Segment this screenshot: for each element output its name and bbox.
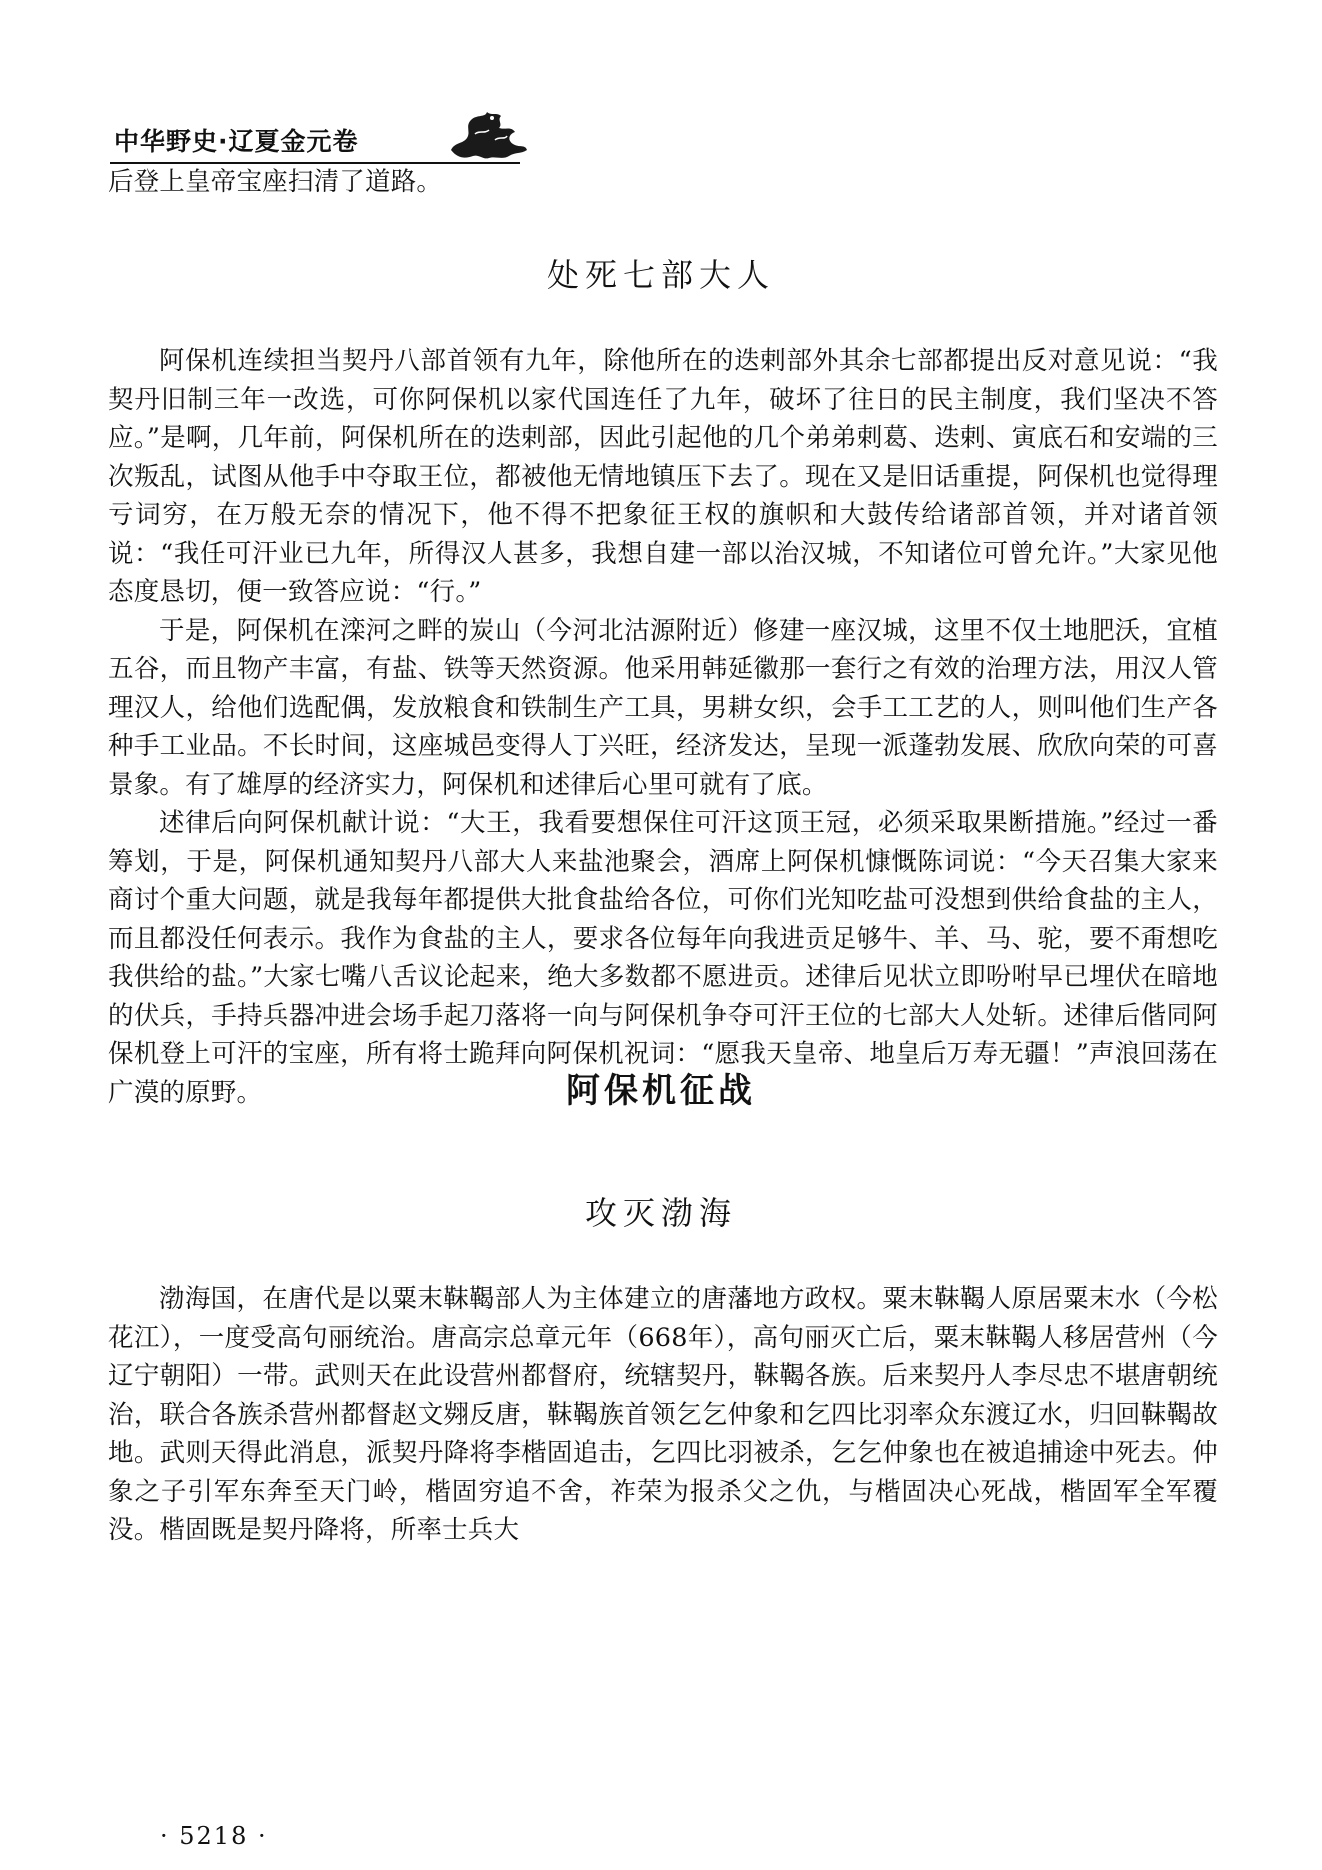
chapter-title: 阿保机征战: [566, 1071, 756, 1111]
opening-text: [108, 163, 1218, 202]
paragraph: 渤海国，在唐代是以粟末靺鞨部人为主体建立的唐藩地方政权。粟末靺鞨人原居粟末水（今松花江），一度受高句丽统治。唐高宗总章元年（668年），高句丽灭亡后，粟末靺鞨人移居营州（今辽宁朝阳）一带。武则天在此设营州都督府，统辖契丹，靺鞨各族。后来契丹人李尽忠不堪唐朝统治，联合各族杀营州都督赵文翙反唐，靺鞨族首领乞乞仲象和乞四比羽率众东渡辽水，归回靺鞨故地。武则天得此消息，派契丹降将李楷固追击，乞四比羽被杀，乞乞仲象也在被追捕途中死去。仲象之子引军东奔至天门岭，楷固穷追不舍，祚荣为报杀父之仇，与楷固决心死战，楷固军全军覆没。楷固既是契丹降将，所率士兵大: [108, 1284, 1218, 1545]
series-title: 中华野史·辽夏金元卷: [114, 127, 359, 156]
paragraph: 阿保机连续担当契丹八部首领有九年，除他所在的迭剌部外其余七部都提出反对意见说：“我契丹旧制三年一改选，可你阿保机以家代国连任了九年，破坏了往日的民主制度，我们坚决不答应。”是啊，几年前，阿保机所在的迭剌部，因此引起他的几个弟弟剌葛、迭剌、寅底石和安端的三次叛乱，试图从他手中夺取王位，都被他无情地镇压下去了。现在又是旧话重提，阿保机也觉得理亏词穷，在万般无奈的情况下，他不得不把象征王权的旗帜和大鼓传给诸部首领，并对诸首领说：“我任可汗业已九年，所得汉人甚多，我想自建一部以治汉城，不知诸位可曾允许。”大家见他态度恳切，便一致答应说：“行。”: [108, 346, 1218, 607]
dragon-emblem-icon: [445, 104, 531, 164]
paragraph: 于是，阿保机在滦河之畔的炭山（今河北沽源附近）修建一座汉城，这里不仅土地肥沃，宜植五谷，而且物产丰富，有盐、铁等天然资源。他采用韩延徽那一套行之有效的治理方法，用汉人管理汉人，给他们选配偶，发放粮食和铁制生产工具，男耕女织，会手工工艺的人，则叫他们生产各种手工业品。不长时间，这座城邑变得人丁兴旺，经济发达，呈现一派蓬勃发展、欣欣向荣的可喜景象。有了雄厚的经济实力，阿保机和述律后心里可就有了底。: [108, 615, 1218, 800]
section-body-execution: [108, 342, 1218, 1112]
paragraph: 述律后向阿保机献计说：“大王，我看要想保住可汗这顶王冠，必须采取果断措施。”经过一番筹划，于是，阿保机通知契丹八部大人来盐池聚会，酒席上阿保机慷慨陈词说：“今天召集大家来商讨个重大问题，就是我每年都提供大批食盐给各位，可你们光知吃盐可没想到供给食盐的主人，而且都没任何表示。我作为食盐的主人，要求各位每年向我进贡足够牛、羊、马、驼，要不甭想吃我供给的盐。”大家七嘴八舌议论起来，绝大多数都不愿进贡。述律后见状立即吩咐早已埋伏在暗地的伏兵，手持兵器冲进会场手起刀落将一向与阿保机争夺可汗王位的七部大人处斩。述律后偕同阿保机登上可汗的宝座，所有将士跪拜向阿保机祝词：“愿我天皇帝、地皇后万寿无疆！”声浪回荡在广漠的原野。: [108, 808, 1218, 1108]
opening-line: 后登上皇帝宝座扫清了道路。: [108, 167, 443, 197]
section-title-execution: 处死七部大人: [546, 256, 775, 294]
section-body-bohai: [108, 1280, 1218, 1550]
page-number: · 5218 ·: [160, 1822, 268, 1850]
section-title-bohai: 攻灭渤海: [584, 1194, 737, 1232]
